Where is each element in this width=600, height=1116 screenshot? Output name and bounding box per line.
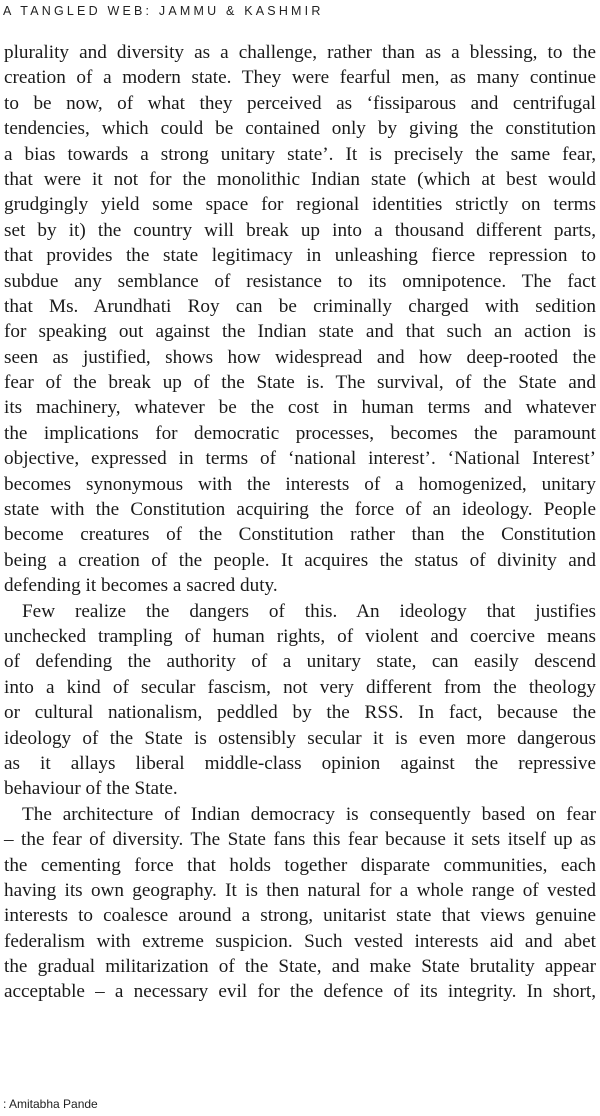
text-line: Few realize the dangers of this. An ideology that justifies bbox=[22, 600, 596, 622]
text-line: plurality and diversity as a challenge, rather than as a blessing, to the bbox=[4, 42, 596, 63]
text-line: that were it not for the monolithic Indian state (which at best would bbox=[4, 168, 596, 190]
paragraph bbox=[4, 40, 596, 599]
text-line: becomes synonymous with the interests of a homogenized, unitary bbox=[4, 473, 596, 495]
text-line: that provides the state legitimacy in unleashing fierce repression to bbox=[4, 245, 596, 267]
text-line: set by it) the country will break up into a thousand different parts, bbox=[4, 219, 596, 241]
text-line: into a kind of secular fascism, not very different from the theology bbox=[4, 676, 596, 698]
text-line: as it allays liberal middle-class opinion against the repressive bbox=[4, 752, 596, 774]
text-line: the gradual militarization of the State, and make State brutality appear bbox=[4, 956, 596, 978]
text-line: for speaking out against the Indian state and that such an action is bbox=[4, 321, 596, 343]
text-line: to be now, of what they perceived as ‘fissiparous and centrifugal bbox=[4, 92, 596, 114]
text-line: that Ms. Arundhati Roy can be criminally charged with sedition bbox=[4, 295, 596, 317]
text-line: seen as justified, shows how widespread and how deep-rooted the bbox=[4, 346, 596, 368]
text-line: interests to coalesce around a strong, unitarist state that views genuine bbox=[4, 905, 596, 927]
text-line: objective, expressed in terms of ‘national interest’. ‘National Interest’ bbox=[4, 448, 596, 470]
text-line: of defending the authority of a unitary state, can easily descend bbox=[4, 651, 596, 673]
text-line: unchecked trampling of human rights, of violent and coercive means bbox=[4, 625, 596, 647]
text-line: its machinery, whatever be the cost in human terms and whatever bbox=[4, 397, 596, 419]
text-line: – the fear of diversity. The State fans this fear because it sets itself up as bbox=[4, 829, 596, 851]
text-line: acceptable – a necessary evil for the defence of its integrity. In short, bbox=[4, 981, 596, 1003]
text-line: tendencies, which could be contained only by giving the constitution bbox=[4, 118, 596, 140]
text-line: a bias towards a strong unitary state’. It is precisely the same fear, bbox=[4, 143, 596, 165]
body-text bbox=[4, 40, 596, 1005]
text-line: ideology of the State is ostensibly secular it is even more dangerous bbox=[4, 727, 596, 749]
text-line: having its own geography. It is then natural for a whole range of vested bbox=[4, 879, 596, 901]
text-line: creation of a modern state. They were fearful men, as many continue bbox=[4, 67, 596, 89]
paragraph bbox=[4, 599, 596, 802]
text-line: grudgingly yield some space for regional identities strictly on terms bbox=[4, 194, 596, 216]
text-line: subdue any semblance of resistance to its omnipotence. The fact bbox=[4, 270, 596, 292]
text-line: the implications for democratic processes, becomes the paramount bbox=[4, 422, 596, 444]
text-line: defending it becomes a sacred duty. bbox=[4, 575, 278, 597]
text-line: become creatures of the Constitution rather than the Constitution bbox=[4, 524, 596, 546]
text-line: state with the Constitution acquiring the force of an ideology. People bbox=[4, 499, 596, 521]
footer-credit: : Amitabha Pande bbox=[3, 1097, 98, 1111]
text-line: federalism with extreme suspicion. Such vested interests aid and abet bbox=[4, 930, 596, 952]
text-line: fear of the break up of the State is. The survival, of the State and bbox=[4, 372, 596, 394]
text-line: or cultural nationalism, peddled by the RSS. In fact, because the bbox=[4, 702, 596, 724]
running-head: A TANGLED WEB: JAMMU & KASHMIR bbox=[3, 4, 324, 18]
text-line: being a creation of the people. It acquires the status of divinity and bbox=[4, 549, 596, 571]
paragraph bbox=[4, 802, 596, 1005]
text-line: the cementing force that holds together disparate communities, each bbox=[4, 854, 596, 876]
text-line: The architecture of Indian democracy is consequently based on fear bbox=[22, 803, 596, 825]
text-line: behaviour of the State. bbox=[4, 778, 178, 800]
